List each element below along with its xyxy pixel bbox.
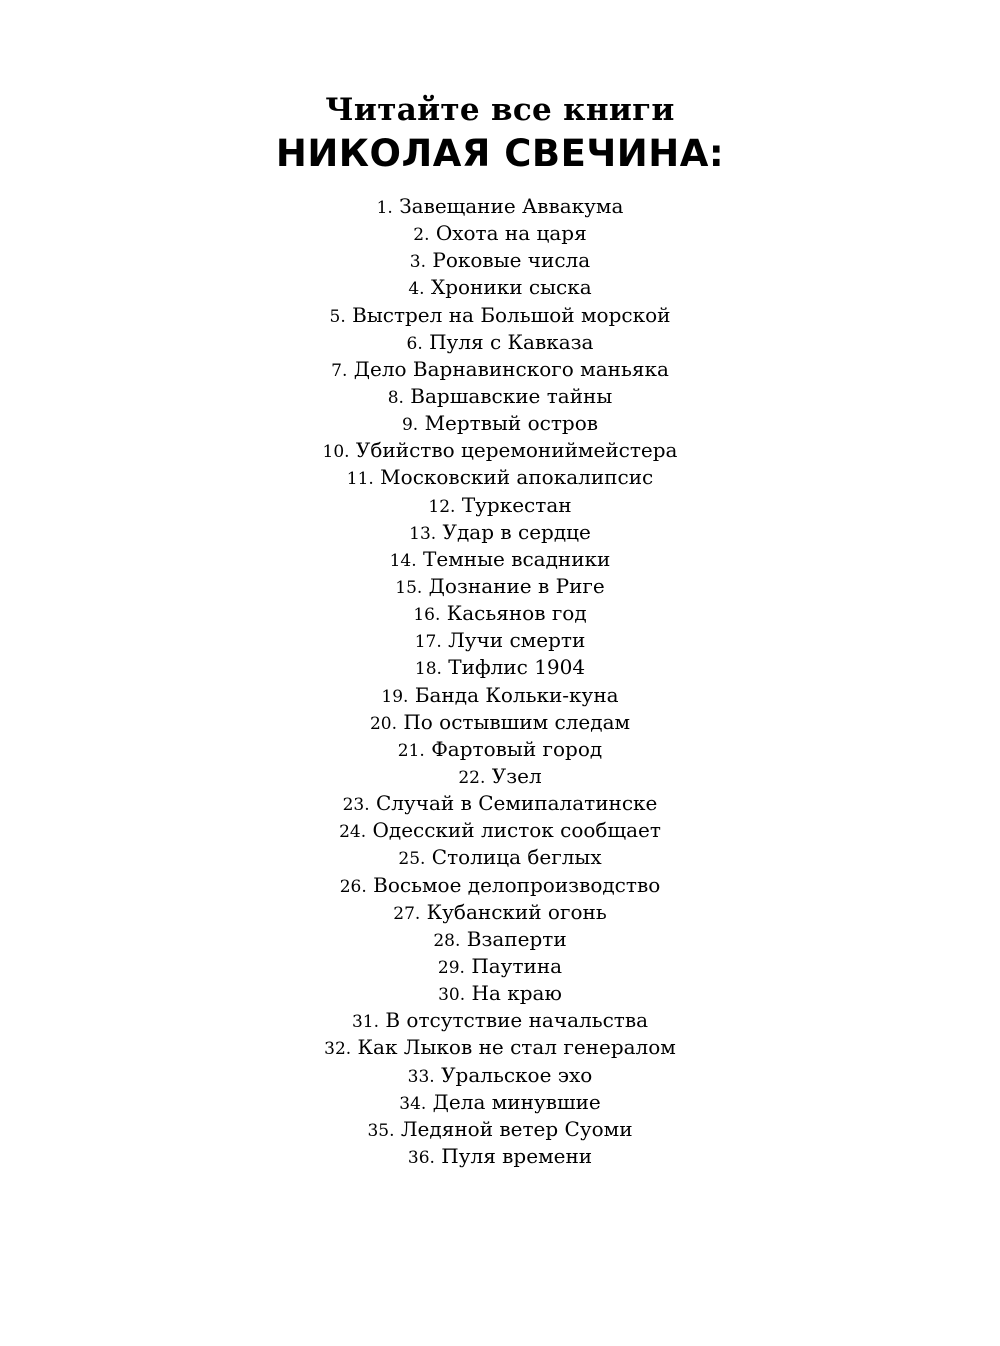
book-list-item <box>0 926 1000 953</box>
book-number: 33. <box>407 1066 435 1087</box>
book-number: 27. <box>393 903 421 924</box>
book-number: 34. <box>399 1093 427 1114</box>
book-number: 13. <box>409 523 437 544</box>
book-number: 17. <box>414 632 442 653</box>
book-number: 26. <box>339 876 367 897</box>
book-title: Дела минувшие <box>432 1089 601 1114</box>
book-title: Взаперти <box>466 926 567 951</box>
book-list-item <box>0 1007 1000 1034</box>
book-title: Ледяной ветер Суоми <box>400 1116 633 1141</box>
book-title: Выстрел на Большой морской <box>352 302 671 327</box>
book-title: Лучи смерти <box>448 628 586 653</box>
book-number: 29. <box>437 957 465 978</box>
book-list-item <box>0 872 1000 899</box>
book-number: 22. <box>458 767 486 788</box>
book-list-item <box>0 247 1000 274</box>
book-list-item <box>0 1034 1000 1061</box>
header-author-name: НИКОЛАЯ СВЕЧИНА: <box>275 132 725 175</box>
book-list-item <box>0 790 1000 817</box>
book-list-item <box>0 763 1000 790</box>
book-number: 8. <box>387 387 404 408</box>
book-title: Пуля с Кавказа <box>429 329 594 354</box>
book-list-item <box>0 1062 1000 1089</box>
book-list-item <box>0 492 1000 519</box>
book-list-item <box>0 953 1000 980</box>
book-number: 21. <box>397 740 425 761</box>
book-number: 15. <box>395 577 423 598</box>
book-title: Банда Кольки-куна <box>414 682 619 707</box>
book-title: Касьянов год <box>446 601 587 626</box>
book-title: Уральское эхо <box>441 1062 593 1087</box>
book-number: 1. <box>376 198 393 218</box>
book-title: Варшавские тайны <box>410 383 613 408</box>
book-title: Восьмое делопроизводство <box>373 872 661 897</box>
book-title: В отсутствие начальства <box>385 1008 649 1033</box>
book-list <box>0 193 1000 1170</box>
book-list-item <box>0 627 1000 654</box>
book-list-item <box>0 383 1000 410</box>
book-number: 7. <box>331 360 348 381</box>
book-title: Тифлис 1904 <box>448 655 586 680</box>
book-title: Кубанский огонь <box>426 899 607 924</box>
book-list-item <box>0 736 1000 763</box>
book-title: Темные всадники <box>423 546 611 571</box>
book-number: 16. <box>413 605 441 626</box>
book-list-item <box>0 682 1000 709</box>
book-number: 31. <box>351 1012 379 1033</box>
book-number: 18. <box>414 659 442 680</box>
book-list-item <box>0 980 1000 1007</box>
book-title: Фартовый город <box>431 736 603 761</box>
book-number: 30. <box>438 985 466 1006</box>
book-list-item <box>0 600 1000 627</box>
book-number: 36. <box>407 1147 435 1168</box>
book-title: На краю <box>471 981 562 1006</box>
book-number: 23. <box>342 795 370 816</box>
book-list-item <box>0 573 1000 600</box>
book-number: 32. <box>324 1039 352 1060</box>
book-title: Удар в сердце <box>442 519 591 544</box>
book-title: Пуля времени <box>441 1143 593 1168</box>
book-number: 9. <box>401 415 419 436</box>
book-number: 12. <box>428 496 456 517</box>
book-list-item <box>0 1089 1000 1116</box>
book-title: Паутина <box>471 953 563 978</box>
book-number: 2. <box>413 225 430 246</box>
book-title: По остывшим следам <box>403 709 631 734</box>
book-list-item <box>0 274 1000 301</box>
book-number: 25. <box>398 849 426 870</box>
book-list-item <box>0 302 1000 329</box>
book-list-item <box>0 220 1000 247</box>
book-title: Туркестан <box>461 492 572 517</box>
book-list-item <box>0 709 1000 736</box>
book-list-item <box>0 654 1000 681</box>
book-title: Хроники сыска <box>430 275 592 300</box>
book-number: 11. <box>346 469 374 490</box>
book-list-item <box>0 1143 1000 1170</box>
header-read-all-books: Читайте все книги <box>325 92 675 128</box>
book-number: 35. <box>367 1120 395 1141</box>
book-list-item <box>0 1116 1000 1143</box>
book-number: 10. <box>322 442 350 463</box>
book-number: 24. <box>339 822 367 843</box>
book-list-item <box>0 844 1000 871</box>
book-title: Мертвый остров <box>424 411 599 436</box>
book-list-item <box>0 193 1000 220</box>
book-list-item <box>0 437 1000 464</box>
book-number: 14. <box>389 550 417 571</box>
book-number: 20. <box>369 713 397 734</box>
book-number: 19. <box>381 686 409 707</box>
book-title: Как Лыков не стал генералом <box>357 1035 676 1060</box>
book-title: Случай в Семипалатинске <box>376 791 658 816</box>
book-title: Охота на царя <box>435 221 587 246</box>
book-title: Роковые числа <box>432 248 591 273</box>
book-title: Завещание Аввакума <box>399 194 624 218</box>
book-title: Московский апокалипсис <box>380 465 654 490</box>
book-list-item <box>0 464 1000 491</box>
book-list-item <box>0 356 1000 383</box>
book-list-item <box>0 329 1000 356</box>
book-number: 28. <box>433 930 461 951</box>
book-title: Убийство церемониймейстера <box>355 438 678 463</box>
book-list-item <box>0 817 1000 844</box>
book-title: Дознание в Риге <box>428 573 605 598</box>
book-title: Узел <box>491 763 542 788</box>
book-list-item <box>0 546 1000 573</box>
book-title: Одесский листок сообщает <box>372 818 661 843</box>
book-number: 3. <box>409 252 427 273</box>
book-number: 4. <box>408 279 425 300</box>
book-number: 6. <box>406 333 423 354</box>
book-list-item <box>0 519 1000 546</box>
book-title: Дело Варнавинского маньяка <box>353 356 669 381</box>
book-list-item <box>0 899 1000 926</box>
book-list-item <box>0 410 1000 437</box>
book-title: Столица беглых <box>431 845 602 870</box>
book-number: 5. <box>329 306 346 327</box>
